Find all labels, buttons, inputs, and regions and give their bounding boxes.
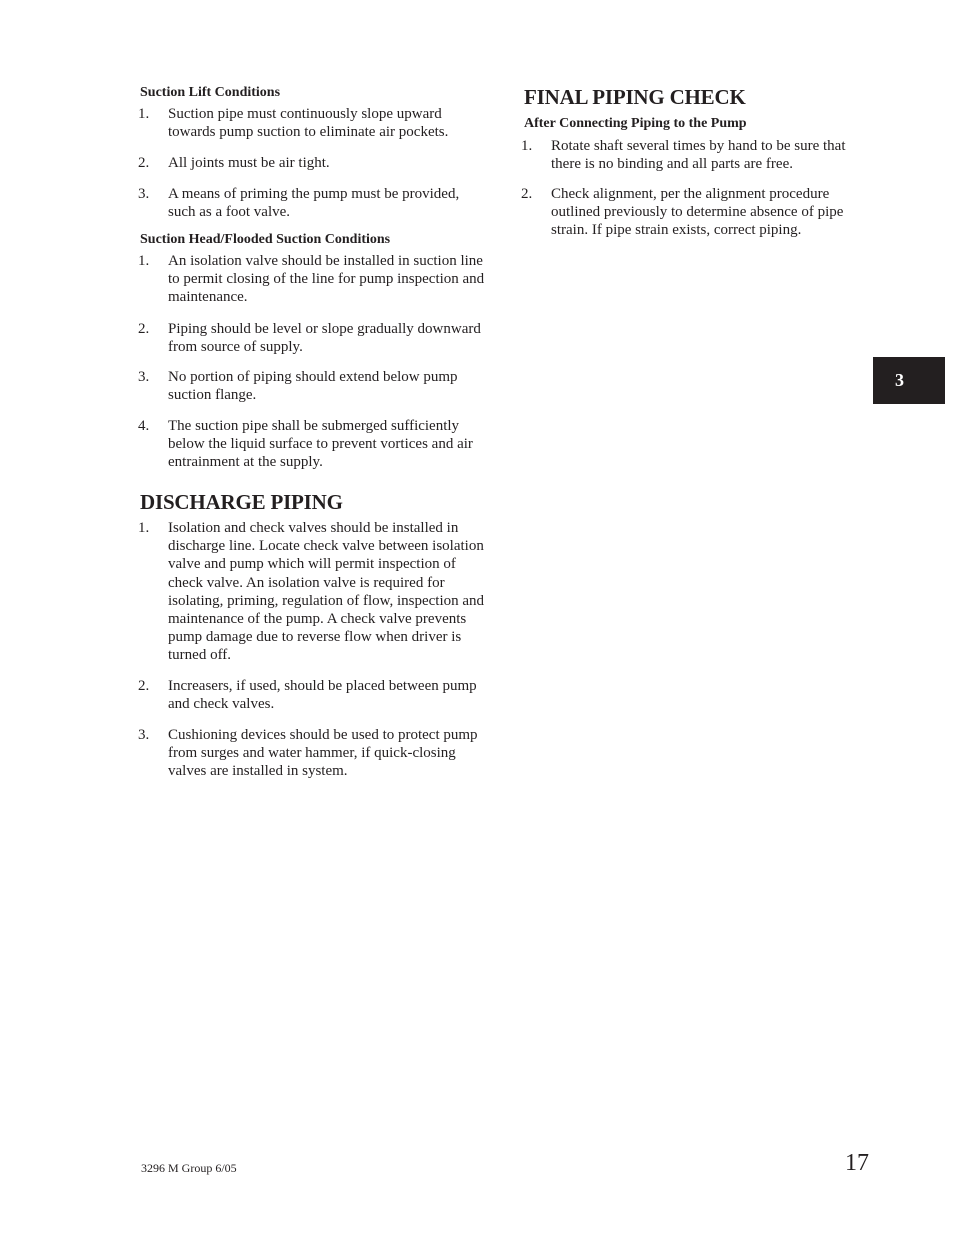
list-number: 2. <box>138 321 150 337</box>
final-check-subheading: After Connecting Piping to the Pump <box>524 116 747 131</box>
list-text: A means of priming the pump must be provided, such as a foot valve. <box>168 186 460 221</box>
list-text: Increasers, if used, should be placed between pump and check valves. <box>168 678 477 713</box>
list-text: Rotate shaft several times by hand to be sure that there is no binding and all parts are free. <box>551 138 846 173</box>
footer-doc-code: 3296 M Group 6/05 <box>141 1161 237 1175</box>
list-number: 4. <box>138 418 150 434</box>
list-text: No portion of piping should extend below pump suction flange. <box>168 369 458 404</box>
suction-head-heading: Suction Head/Flooded Suction Conditions <box>140 232 391 247</box>
list-text: An isolation valve should be installed in suction line to permit closing of the line for pump inspection and maintenance. <box>168 253 485 306</box>
list-number: 1. <box>521 138 533 154</box>
list-number: 1. <box>138 520 150 536</box>
list-number: 2. <box>138 155 150 171</box>
list-number: 2. <box>521 186 533 202</box>
list-text: Check alignment, per the alignment procedure outlined previously to determine absence of pipe strain. If pipe strain exists, correct piping. <box>551 186 844 239</box>
page-number: 17 <box>845 1150 869 1176</box>
list-text: Isolation and check valves should be installed in discharge line. Locate check valve between isolation valve and pump which will permit inspection of check valve. An isolation valve is required for isolating, priming, regulation of flow, inspection and maintenance of the pump. A check valve prevents pump damage due to reverse flow when driver is turned off. <box>168 520 485 664</box>
list-text: Piping should be level or slope gradually downward from source of supply. <box>168 321 481 356</box>
list-number: 3. <box>138 369 150 385</box>
final-piping-check-title: FINAL PIPING CHECK <box>524 85 746 109</box>
list-number: 1. <box>138 253 150 269</box>
list-number: 3. <box>138 727 150 743</box>
suction-lift-heading: Suction Lift Conditions <box>140 85 281 100</box>
chapter-tab <box>873 357 945 404</box>
list-text: Cushioning devices should be used to protect pump from surges and water hammer, if quick-closing valves are installed in system. <box>168 727 478 780</box>
list-number: 1. <box>138 106 150 122</box>
list-text: The suction pipe shall be submerged sufficiently below the liquid surface to prevent vortices and air entrainment at the supply. <box>168 418 473 471</box>
list-number: 3. <box>138 186 150 202</box>
discharge-piping-title: DISCHARGE PIPING <box>140 490 343 514</box>
chapter-tab-number: 3 <box>895 370 904 390</box>
list-text: All joints must be air tight. <box>168 155 330 171</box>
list-text: Suction pipe must continuously slope upward towards pump suction to eliminate air pockets. <box>168 106 449 141</box>
list-number: 2. <box>138 678 150 694</box>
